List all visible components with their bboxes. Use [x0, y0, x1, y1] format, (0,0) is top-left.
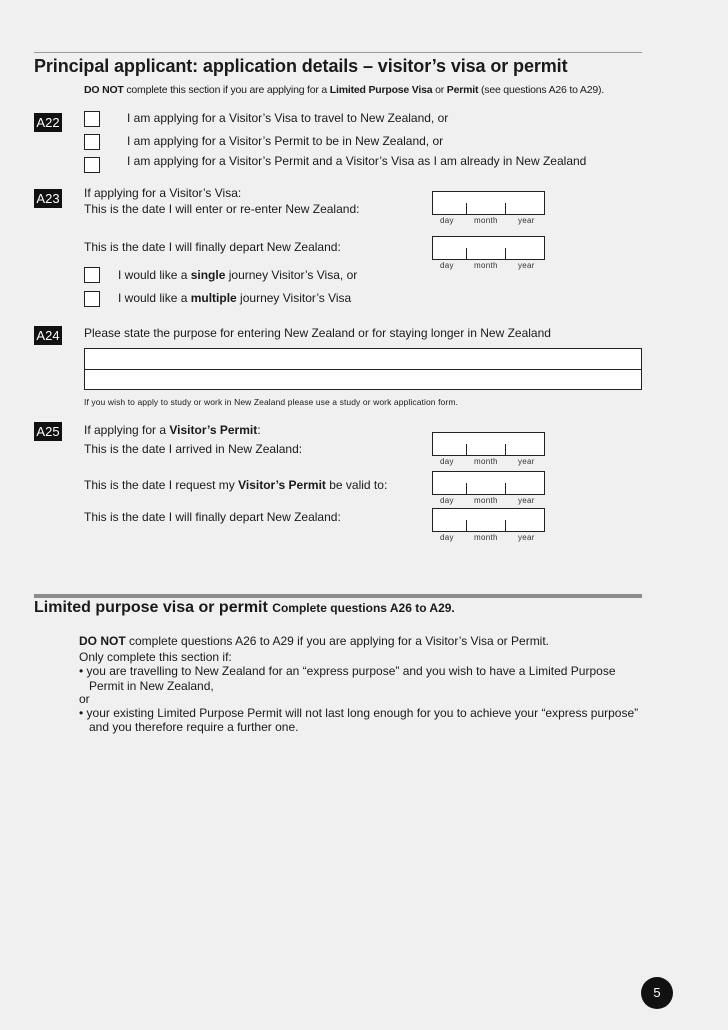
section2-bullet1-line2: Permit in New Zealand,: [89, 679, 214, 693]
a22-option-permit: I am applying for a Visitor’s Permit to be in New Zealand, or: [127, 134, 444, 148]
section2-bullet2-line2: and you therefore require a further one.: [89, 720, 299, 734]
a22-checkbox-both[interactable]: [84, 157, 100, 173]
section-title: Principal applicant: application details – visitor’s visa or permit: [34, 56, 568, 76]
top-rule: [34, 52, 642, 53]
a23-enter-date-labels: day month year: [440, 216, 535, 225]
a25-valid-date-input[interactable]: [432, 471, 545, 495]
a24-prompt: Please state the purpose for entering New Zealand or for staying longer in New Zealand: [84, 326, 551, 340]
a23-depart-date-labels: day month year: [440, 261, 535, 270]
a25-arrived-date-labels: day month year: [440, 457, 535, 466]
a25-heading: If applying for a Visitor’s Permit:: [84, 423, 261, 437]
section2-heading: [34, 599, 455, 617]
section2-or: or: [79, 692, 90, 706]
a23-enter-date-label: This is the date I will enter or re-enter New Zealand:: [84, 202, 360, 216]
note-do-not: DO NOT: [84, 84, 124, 96]
page-number: 5: [641, 977, 673, 1009]
a23-enter-date-input[interactable]: [432, 191, 545, 215]
a22-checkbox-visa[interactable]: [84, 111, 100, 127]
a24-footnote: If you wish to apply to study or work in New Zealand please use a study or work application form.: [84, 397, 458, 407]
a25-arrived-date-input[interactable]: [432, 432, 545, 456]
section2-title: Limited purpose visa or permit: [34, 599, 268, 616]
section2-intro: DO NOT complete questions A26 to A29 if you are applying for a Visitor’s Visa or Permit.: [79, 634, 550, 648]
a22-checkbox-permit[interactable]: [84, 134, 100, 150]
a25-valid-label: This is the date I request my Visitor’s Permit be valid to:: [84, 478, 388, 492]
section-note: [84, 84, 604, 96]
section-divider: [34, 594, 642, 598]
question-label-a25: A25: [34, 422, 62, 441]
a23-option-single: I would like a single journey Visitor’s Visa, or: [118, 268, 358, 282]
note-see: (see questions A26 to A29).: [478, 84, 604, 96]
a22-option-both: I am applying for a Visitor’s Permit and a Visitor’s Visa as I am already in New Zealand: [127, 154, 587, 168]
question-label-a24: A24: [34, 326, 62, 345]
a24-purpose-textarea[interactable]: [84, 348, 642, 390]
question-label-a23: A23: [34, 189, 62, 208]
note-text: complete this section if you are applying for a: [123, 84, 330, 96]
a25-arrived-label: This is the date I arrived in New Zealand:: [84, 442, 303, 456]
a22-option-visa: I am applying for a Visitor’s Visa to travel to New Zealand, or: [127, 111, 449, 125]
note-lpv: Limited Purpose Visa: [329, 84, 433, 96]
a25-depart-label: This is the date I will finally depart New Zealand:: [84, 510, 341, 524]
section2-only: Only complete this section if:: [79, 650, 232, 664]
note-or: or: [432, 84, 447, 96]
a23-heading: If applying for a Visitor’s Visa:: [84, 186, 242, 200]
note-permit: Permit: [446, 84, 479, 96]
a25-depart-date-labels: day month year: [440, 533, 535, 542]
a23-option-multiple: I would like a multiple journey Visitor’s Visa: [118, 291, 352, 305]
section2-bullet2-line1: • your existing Limited Purpose Permit will not last long enough for you to achieve your “express purpose”: [79, 706, 639, 720]
a23-depart-date-label: This is the date I will finally depart New Zealand:: [84, 240, 341, 254]
a23-checkbox-single[interactable]: [84, 267, 100, 283]
a25-valid-date-labels: day month year: [440, 496, 535, 505]
a23-checkbox-multiple[interactable]: [84, 291, 100, 307]
a23-depart-date-input[interactable]: [432, 236, 545, 260]
a25-depart-date-input[interactable]: [432, 508, 545, 532]
section2-bullet1-line1: • you are travelling to New Zealand for an “express purpose” and you wish to have a Limited Purpose: [79, 664, 616, 678]
section2-subtitle: Complete questions A26 to A29.: [272, 601, 455, 615]
question-label-a22: A22: [34, 113, 62, 132]
